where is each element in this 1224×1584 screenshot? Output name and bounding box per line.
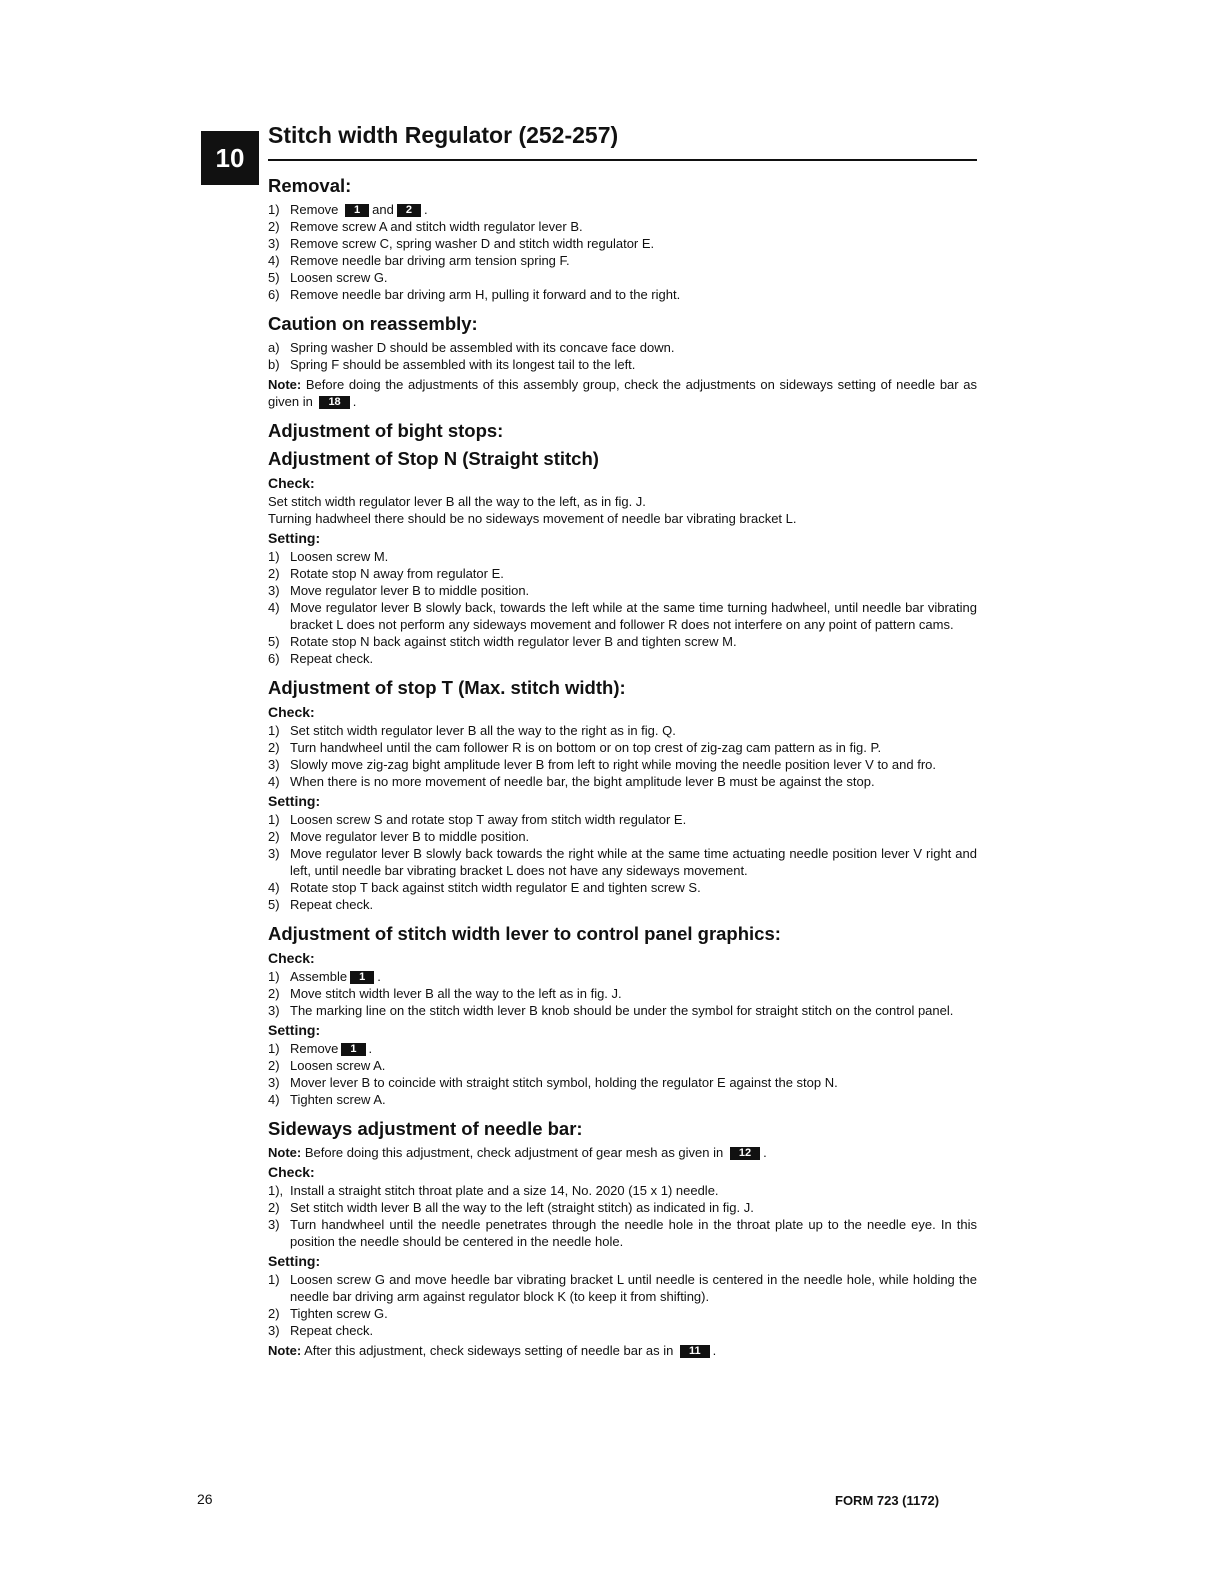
list-item: 5) Loosen screw G. [268, 270, 388, 285]
check-label: Check: [268, 950, 315, 966]
final-note: Note: After this adjustment, check sideways setting of needle bar as in 11 . [268, 1343, 717, 1358]
stop-n-setting-steps [268, 548, 977, 667]
check-label: Check: [268, 1164, 315, 1180]
graphics-heading: Adjustment of stitch width lever to control panel graphics: [268, 923, 781, 944]
sideways-heading: Sideways adjustment of needle bar: [268, 1118, 583, 1139]
list-item: 1) Loosen screw S and rotate stop T away from stitch width regulator E. [268, 812, 687, 827]
section-reference-badge: 18 [319, 396, 349, 409]
sideways-note: Note: Before doing this adjustment, check adjustment of gear mesh as given in 12 . [268, 1145, 767, 1160]
list-item: 3) Repeat check. [268, 1323, 374, 1338]
section-reference-badge: 12 [730, 1147, 760, 1160]
list-item: 4) Move regulator lever B slowly back, towards the left while at the same time turning hadwheel, until needle bar vibrating bracket L does not perform any sideways movement and follower R does not interfere on any point of pattern cams. [268, 600, 977, 632]
section-number-badge: 10 [201, 131, 259, 185]
list-item: 3) Slowly move zig-zag bight amplitude lever B from left to right while moving the needle position lever V to and fro. [268, 757, 936, 772]
list-item: 4) Rotate stop T back against stitch width regulator E and tighten screw S. [268, 880, 701, 895]
sideways-check-steps [268, 1182, 977, 1250]
list-item: 3) Turn handwheel until the needle penetrates through the needle hole in the throat plate up to the needle eye. In this position the needle should be centered in the needle hole. [268, 1217, 977, 1249]
caution-heading: Caution on reassembly: [268, 313, 478, 334]
stop-t-heading: Adjustment of stop T (Max. stitch width): [268, 677, 626, 698]
list-item: 3) The marking line on the stitch width lever B knob should be under the symbol for straight stitch on the control panel. [268, 1003, 954, 1018]
section-reference-badge: 11 [680, 1345, 710, 1358]
section-reference-badge: 1 [350, 971, 374, 984]
list-item: 3) Mover lever B to coincide with straight stitch symbol, holding the regulator E against the stop N. [268, 1075, 838, 1090]
page-title: Stitch width Regulator (252-257) [268, 122, 619, 148]
list-item: 1) Loosen screw G and move heedle bar vibrating bracket L until needle is centered in the needle hole, while holding the needle bar driving arm against regulator block K (to keep it from shifting). [268, 1272, 977, 1304]
list-item: 4) Tighten screw A. [268, 1092, 386, 1107]
list-item: 2) Rotate stop N away from regulator E. [268, 566, 504, 581]
section-reference-badge: 1 [345, 204, 369, 217]
caution-items [268, 339, 977, 373]
list-item: 3) Move regulator lever B to middle position. [268, 583, 530, 598]
list-item: 1) Set stitch width regulator lever B all the way to the right as in fig. Q. [268, 723, 676, 738]
list-item: 2) Turn handwheel until the cam follower R is on bottom or on top crest of zig-zag cam pattern as in fig. P. [268, 740, 882, 755]
bight-stops-heading: Adjustment of bight stops: [268, 420, 504, 441]
check-line: Set stitch width regulator lever B all the way to the left, as in fig. J. [268, 494, 646, 509]
form-number: FORM 723 (1172) [835, 1493, 940, 1508]
list-item: 4) When there is no more movement of needle bar, the bight amplitude lever B must be against the stop. [268, 774, 875, 789]
setting-label: Setting: [268, 793, 321, 809]
list-item: 2) Tighten screw G. [268, 1306, 388, 1321]
document-body [268, 170, 977, 1362]
check-line: Turning hadwheel there should be no sideways movement of needle bar vibrating bracket L. [268, 511, 797, 526]
graphics-check-steps [268, 968, 977, 1019]
setting-label: Setting: [268, 1022, 321, 1038]
list-item: 6) Repeat check. [268, 651, 374, 666]
page-number: 26 [197, 1491, 213, 1507]
list-item: 5) Repeat check. [268, 897, 374, 912]
list-item: 3) Move regulator lever B slowly back towards the right while at the same time actuating needle position lever V right and left, until needle bar vibrating bracket L does not have any sideways movement. [268, 846, 977, 878]
list-item: 2) Move regulator lever B to middle position. [268, 829, 530, 844]
list-item: 1) Loosen screw M. [268, 549, 389, 564]
caution-note: Note: Before doing the adjustments of this assembly group, check the adjustments on sideways setting of needle bar as given in 18 . [268, 377, 977, 409]
list-item: 2) Loosen screw A. [268, 1058, 386, 1073]
setting-label: Setting: [268, 530, 321, 546]
list-item: 5) Rotate stop N back against stitch width regulator lever B and tighten screw M. [268, 634, 737, 649]
section-reference-badge: 2 [397, 204, 421, 217]
removal-steps [268, 201, 977, 303]
check-label: Check: [268, 475, 315, 491]
list-item: 4) Remove needle bar driving arm tension spring F. [268, 253, 570, 268]
title-divider [268, 159, 977, 161]
list-item: 6) Remove needle bar driving arm H, pulling it forward and to the right. [268, 287, 681, 302]
list-item: 3) Remove screw C, spring washer D and stitch width regulator E. [268, 236, 655, 251]
list-item: a) Spring washer D should be assembled with its concave face down. [268, 340, 675, 355]
list-item: 2) Move stitch width lever B all the way to the left as in fig. J. [268, 986, 622, 1001]
list-item: 1) Assemble 1 . [268, 969, 381, 984]
stop-n-heading: Adjustment of Stop N (Straight stitch) [268, 448, 599, 469]
setting-label: Setting: [268, 1253, 321, 1269]
section-reference-badge: 1 [341, 1043, 365, 1056]
list-item: 2) Set stitch width lever B all the way to the left (straight stitch) as indicated in fig. J. [268, 1200, 754, 1215]
sideways-setting-steps [268, 1271, 977, 1339]
stop-t-check-steps [268, 722, 977, 790]
list-item: b) Spring F should be assembled with its longest tail to the left. [268, 357, 636, 372]
list-item: 1), Install a straight stitch throat plate and a size 14, No. 2020 (15 x 1) needle. [268, 1183, 719, 1198]
check-label: Check: [268, 704, 315, 720]
list-item: 2) Remove screw A and stitch width regulator lever B. [268, 219, 583, 234]
list-item: 1) Remove 1 and 2 . [268, 202, 428, 217]
stop-t-setting-steps [268, 811, 977, 913]
list-item: 1) Remove 1 . [268, 1041, 373, 1056]
removal-heading: Removal: [268, 175, 352, 196]
graphics-setting-steps [268, 1040, 977, 1108]
